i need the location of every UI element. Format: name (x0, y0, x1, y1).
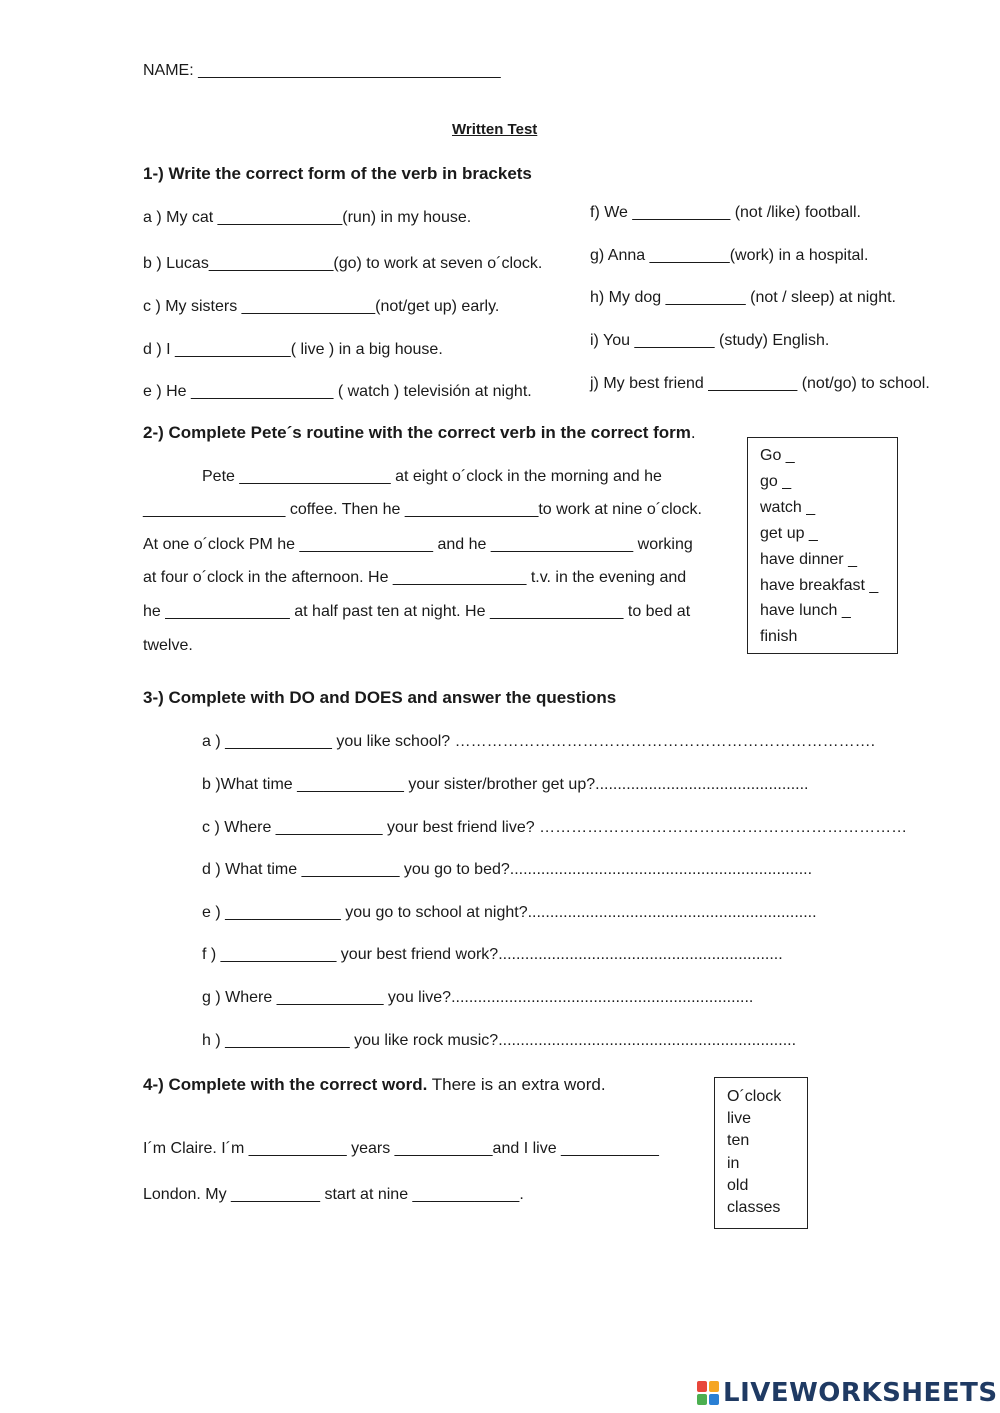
question-b: b )What time ____________ your sister/brother get up?................................................ (202, 776, 809, 793)
logo-square-blue-icon (709, 1394, 719, 1405)
logo-square-orange-icon (709, 1381, 719, 1392)
word-box-item: O´clock (727, 1088, 782, 1105)
exercise1-item-b: b ) Lucas______________(go) to work at seven o´clock. (143, 255, 543, 272)
exercise1-item-i: i) You _________ (study) English. (590, 332, 830, 349)
liveworksheets-logo[interactable] (697, 1378, 998, 1408)
verb-word-box (747, 437, 898, 654)
word-box-item: go _ (760, 473, 792, 490)
section2-heading (143, 423, 696, 443)
section4-heading (143, 1075, 606, 1095)
word-box-item: watch _ (760, 499, 816, 516)
section2-heading-text: 2-) Complete Pete´s routine with the correct verb in the correct form (143, 423, 691, 442)
name-line: NAME: __________________________________ (143, 62, 501, 79)
claire-line-2: London. My __________ start at nine ____________. (143, 1186, 524, 1203)
exercise1-item-h: h) My dog _________ (not / sleep) at night. (590, 289, 896, 306)
word-box-item: have lunch _ (760, 602, 851, 619)
word-box-item: Go _ (760, 447, 795, 464)
routine-line-5: he ______________ at half past ten at night. He _______________ to bed at (143, 603, 691, 620)
section4-heading-normal: There is an extra word. (427, 1075, 606, 1094)
exercise1-item-c: c ) My sisters _______________(not/get up) early. (143, 298, 500, 315)
page-title: Written Test (452, 121, 538, 138)
word-box-item: old (727, 1177, 749, 1194)
question-d: d ) What time ___________ you go to bed?.................................................................... (202, 861, 813, 878)
word-box-item: get up _ (760, 525, 818, 542)
exercise1-item-d: d ) I _____________( live ) in a big house. (143, 341, 443, 358)
word-box-item: in (727, 1155, 740, 1172)
word-box-item: live (727, 1110, 752, 1127)
routine-line-4: at four o´clock in the afternoon. He _______________ t.v. in the evening and (143, 569, 687, 586)
question-e: e ) _____________ you go to school at night?................................................................. (202, 904, 817, 921)
routine-line-3: At one o´clock PM he _______________ and he ________________ working (143, 536, 693, 553)
question-g: g ) Where ____________ you live?.................................................................... (202, 989, 754, 1006)
section4-heading-bold: 4-) Complete with the correct word. (143, 1075, 428, 1094)
logo-square-green-icon (697, 1394, 707, 1405)
exercise1-item-j: j) My best friend __________ (not/go) to school. (590, 375, 930, 392)
exercise1-item-a: a ) My cat ______________(run) in my house. (143, 209, 472, 226)
word-box-item: classes (727, 1199, 781, 1216)
question-h: h ) ______________ you like rock music?................................................................... (202, 1032, 797, 1049)
word-box-item: ten (727, 1132, 750, 1149)
word-box-item: have dinner _ (760, 551, 857, 568)
question-f: f ) _____________ your best friend work?................................................................ (202, 946, 783, 963)
extra-word-box (714, 1077, 808, 1229)
liveworksheets-logo-icon (697, 1381, 719, 1405)
question-c: c ) Where ____________ your best friend live? …………………………………………………………… (202, 819, 908, 836)
word-box-item: finish (760, 628, 798, 645)
claire-line-1: I´m Claire. I´m ___________ years ___________and I live ___________ (143, 1140, 659, 1157)
logo-square-red-icon (697, 1381, 707, 1392)
routine-line-1: Pete _________________ at eight o´clock in the morning and he (202, 468, 662, 485)
exercise1-item-g: g) Anna _________(work) in a hospital. (590, 247, 869, 264)
section2-heading-period: . (690, 423, 696, 442)
exercise1-item-e: e ) He ________________ ( watch ) televisión at night. (143, 383, 532, 400)
section3-heading: 3-) Complete with DO and DOES and answer the questions (143, 688, 617, 707)
logo-text: LIVEWORKSHEETS (723, 1378, 998, 1408)
routine-line-6: twelve. (143, 637, 193, 654)
question-a: a ) ____________ you like school? ……………………………………………………………………. (202, 733, 876, 750)
word-box-item: have breakfast _ (760, 577, 879, 594)
section1-heading: 1-) Write the correct form of the verb in brackets (143, 164, 532, 183)
routine-line-2: ________________ coffee. Then he _______________to work at nine o´clock. (143, 501, 702, 518)
exercise1-item-f: f) We ___________ (not /like) football. (590, 204, 861, 221)
